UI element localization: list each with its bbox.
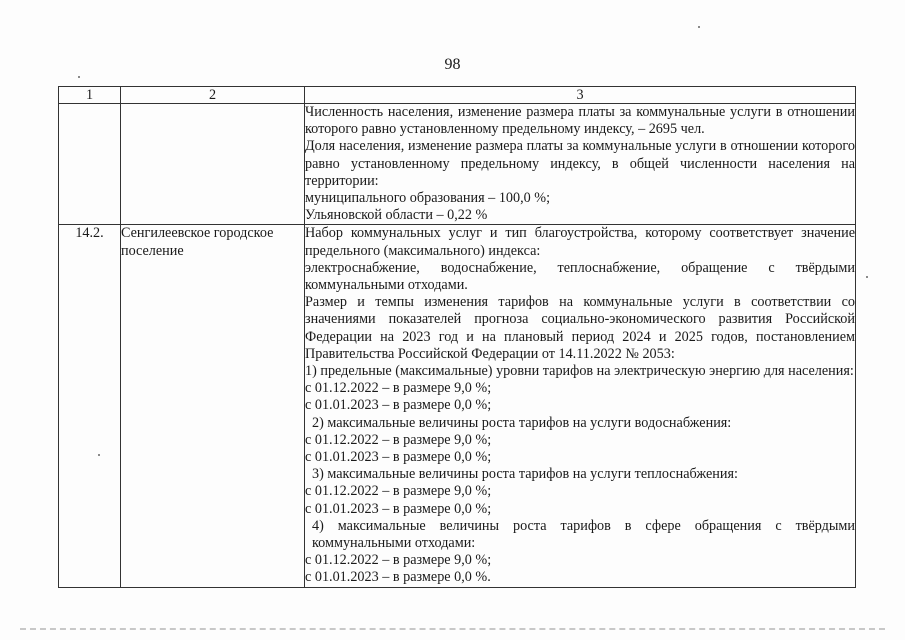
paragraph: с 01.01.2023 – в размере 0,0 %; [305,397,492,414]
paragraph: с 01.01.2023 – в размере 0,0 %. [305,569,491,586]
paragraph: электроснабжение, водоснабжение, теплоснабжение, обращение с твёрдыми коммунальными отходами. [305,259,855,294]
scan-speck [866,276,868,278]
column-header-1: 1 [59,87,121,104]
table-header [59,87,856,104]
document-table [58,86,856,588]
paragraph: с 01.01.2023 – в размере 0,0 %; [305,500,492,517]
page-number: 98 [444,56,461,73]
paragraph: Доля населения, изменение размера платы за коммунальные услуги в отношении которого равно установленному предельному индексу, в общей численности населения на территории: [305,138,855,189]
paragraph: 3) максимальные величины роста тарифов на услуги теплоснабжения: [312,466,738,483]
paragraph: с 01.12.2022 – в размере 9,0 %; [305,552,492,569]
scan-speck [78,76,80,78]
table-row [59,104,856,225]
row-number-cell [59,104,121,225]
scan-speck [698,26,700,28]
scan-bottom-edge [20,628,885,630]
row-text-cell [305,104,856,225]
table-body [59,104,856,588]
paragraph: Набор коммунальных услуг и тип благоустройства, которому соответствует значение предельного (максимального) индекса: [305,225,855,259]
row-number-cell: 14.2. [59,225,121,587]
row-name-cell [121,104,305,225]
column-header-2: 2 [121,87,305,104]
paragraph: 2) максимальные величины роста тарифов на услуги водоснабжения: [312,414,732,431]
row-name-cell: Сенгилеевское городское поселение [121,225,305,587]
table-header-row [59,87,856,104]
paragraph: с 01.01.2023 – в размере 0,0 %; [305,449,492,466]
paragraph: Размер и темпы изменения тарифов на коммунальные услуги в соответствии со значениями показателей прогноза социально-экономического развития Российской Федерации на 2023 год и на плановый период 2024 и 2025 годов, постановлением Правительства Российской Федерации от 14.11.2022 № 2053: [305,294,855,362]
row-text-cell [305,225,856,587]
paragraph: с 01.12.2022 – в размере 9,0 %; [305,431,492,448]
paragraph: 1) предельные (максимальные) уровни тарифов на электрическую энергию для населения: [305,363,854,380]
paragraph: Ульяновской области – 0,22 % [305,207,488,224]
scan-speck [98,454,100,456]
paragraph: с 01.12.2022 – в размере 9,0 %; [305,483,492,500]
paragraph: с 01.12.2022 – в размере 9,0 %; [305,380,492,397]
paragraph: муниципального образования – 100,0 %; [305,190,551,207]
paragraph: 4) максимальные величины роста тарифов в сфере обращения с твёрдыми коммунальными отходами: [312,517,855,552]
column-header-3: 3 [305,87,856,104]
table-row [59,225,856,587]
paragraph: Численность населения, изменение размера платы за коммунальные услуги в отношении которого равно установленному предельному индексу, – 2695 чел. [305,104,855,138]
